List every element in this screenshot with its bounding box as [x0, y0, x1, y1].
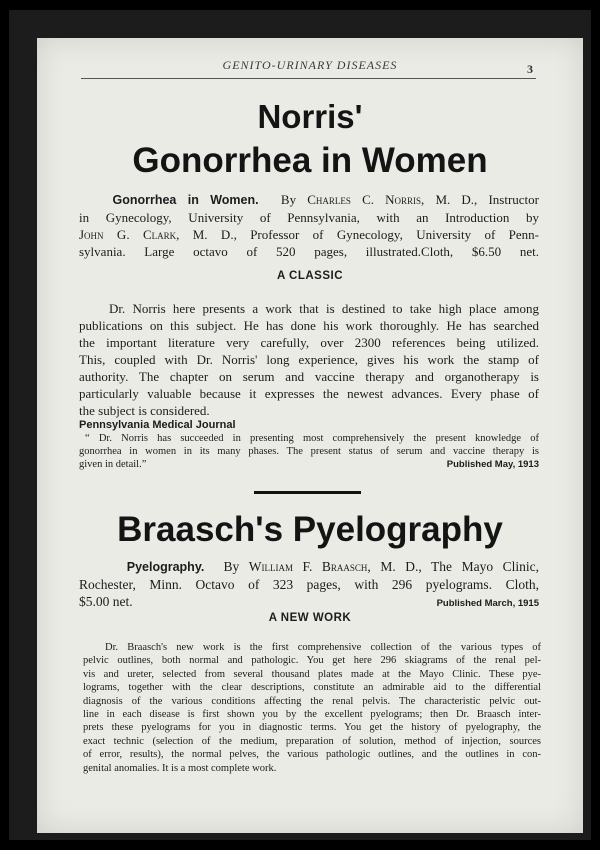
running-head: GENITO-URINARY DISEASES — [222, 58, 398, 72]
photo-frame — [9, 10, 591, 840]
paragraph-line: particularly valuable because it expresses the newest advances. Every phase of — [79, 386, 539, 401]
book1-desc-text: By — [280, 192, 308, 207]
book1-desc-text: sylvania. Large octavo of 520 pages, illustrated. — [79, 244, 422, 259]
paragraph-line: publications on this subject. He has done his work thoroughly. He has searched — [79, 318, 539, 333]
book1-desc-text: , M. D., Professor of Gynecology, University of Penn- — [176, 227, 539, 242]
book1-desc-title: Gonorrhea in Women. — [112, 193, 259, 207]
book2-heading: A NEW WORK — [268, 612, 352, 624]
header-rule — [81, 78, 536, 79]
book1-title-line2: Gonorrhea in Women — [132, 141, 488, 180]
book2-title: Braasch's Pyelography — [117, 510, 503, 549]
paragraph-line: authority. The chapter on serum and vaccine therapy and organotherapy is — [79, 369, 539, 384]
book1-intro-author: John G. Clark — [79, 227, 177, 242]
book1-desc-line: in Gynecology, University of Pennsylvania, with an Introduction by — [79, 210, 539, 225]
paragraph-line: pelvic outlines, both normal and pathologic. You get here 296 skiagrams of the renal pel- — [83, 655, 541, 667]
book2-price: $5.00 net. — [79, 594, 133, 609]
book1-paragraph — [79, 300, 539, 419]
book1-title-line1: Norris' — [257, 98, 363, 135]
book1-published: Published May, 1913 — [446, 459, 539, 470]
book2-desc-line — [79, 558, 539, 576]
paragraph-line: Dr. Braasch's new work is the first comprehensive collection of the various types of — [105, 642, 541, 653]
paragraph-line: the important literature very carefully, over 2300 references being utilized. — [79, 335, 539, 350]
book1-author: Charles C. Norris — [307, 192, 422, 207]
paragraph-line: vis and ureter, selected from several thousand plates made at the Mayo Clinic. These pye- — [83, 668, 541, 680]
book2-published: Published March, 1915 — [436, 598, 539, 609]
review-line: “ Dr. Norris has succeeded in presenting most comprehensively the present knowledge of — [85, 433, 539, 444]
book1-desc-line — [79, 226, 539, 243]
book2-desc-last-line — [79, 593, 539, 612]
book2-description — [79, 558, 539, 612]
book1-desc-line — [79, 243, 539, 260]
section-divider — [254, 491, 361, 494]
book2-desc-title: Pyelography. — [126, 560, 205, 574]
book2-desc-text: By — [223, 559, 249, 574]
paragraph-line: prets these pyelograms for you in diagnostic terms. You get the history of pyelography, the — [83, 722, 541, 734]
paragraph-line: Dr. Norris here presents a work that is destined to take high place among — [109, 301, 539, 316]
paragraph-line: of error, results), the normal pelves, the various pathologic outlines, and the outlines in con- — [83, 749, 541, 761]
paragraph-line: genital anomalies. It is a most complete work. — [83, 762, 277, 774]
book1-desc-text: , M. D., Instructor — [421, 192, 539, 207]
book2-desc-line: Rochester, Minn. Octavo of 323 pages, with 296 pyelograms. Cloth, — [79, 577, 539, 592]
book2-paragraph — [83, 641, 541, 775]
paragraph-line: exact technic (selection of the medium, preparation of solution, method of injection, sources — [83, 735, 541, 747]
paragraph-line: line in each disease is first shown you by the excellent pyelograms; then Dr. Braasch inter- — [83, 709, 541, 721]
book2-desc-text: , M. D., The Mayo Clinic, — [367, 559, 540, 574]
book1-heading: A CLASSIC — [276, 270, 344, 282]
review-last-line — [79, 458, 539, 471]
paragraph-line: lograms, together with the clear descriptions, constitute an admirable aid to the differential — [83, 682, 541, 694]
book1-description — [79, 191, 539, 260]
review-source: Pennsylvania Medical Journal — [79, 419, 236, 431]
book2-author: William F. Braasch — [248, 559, 368, 574]
paragraph-line: diagnosis of the various conditions affecting the renal pelvis. The characteristic pelvic out- — [83, 695, 541, 707]
book-page — [37, 38, 583, 833]
paragraph-line: This, coupled with Dr. Norris' long experience, gives his work the stamp of — [79, 352, 539, 367]
review-line: gonorrhea in women in its many phases. The present status of serum and vaccine therapy is — [79, 446, 539, 457]
review-line: given in detail.” — [79, 459, 147, 470]
book1-review — [79, 419, 539, 471]
paragraph-line: the subject is considered. — [79, 403, 210, 418]
book1-desc-line — [79, 191, 539, 209]
page-number: 3 — [527, 62, 533, 76]
book1-price: Cloth, $6.50 net. — [421, 244, 539, 259]
